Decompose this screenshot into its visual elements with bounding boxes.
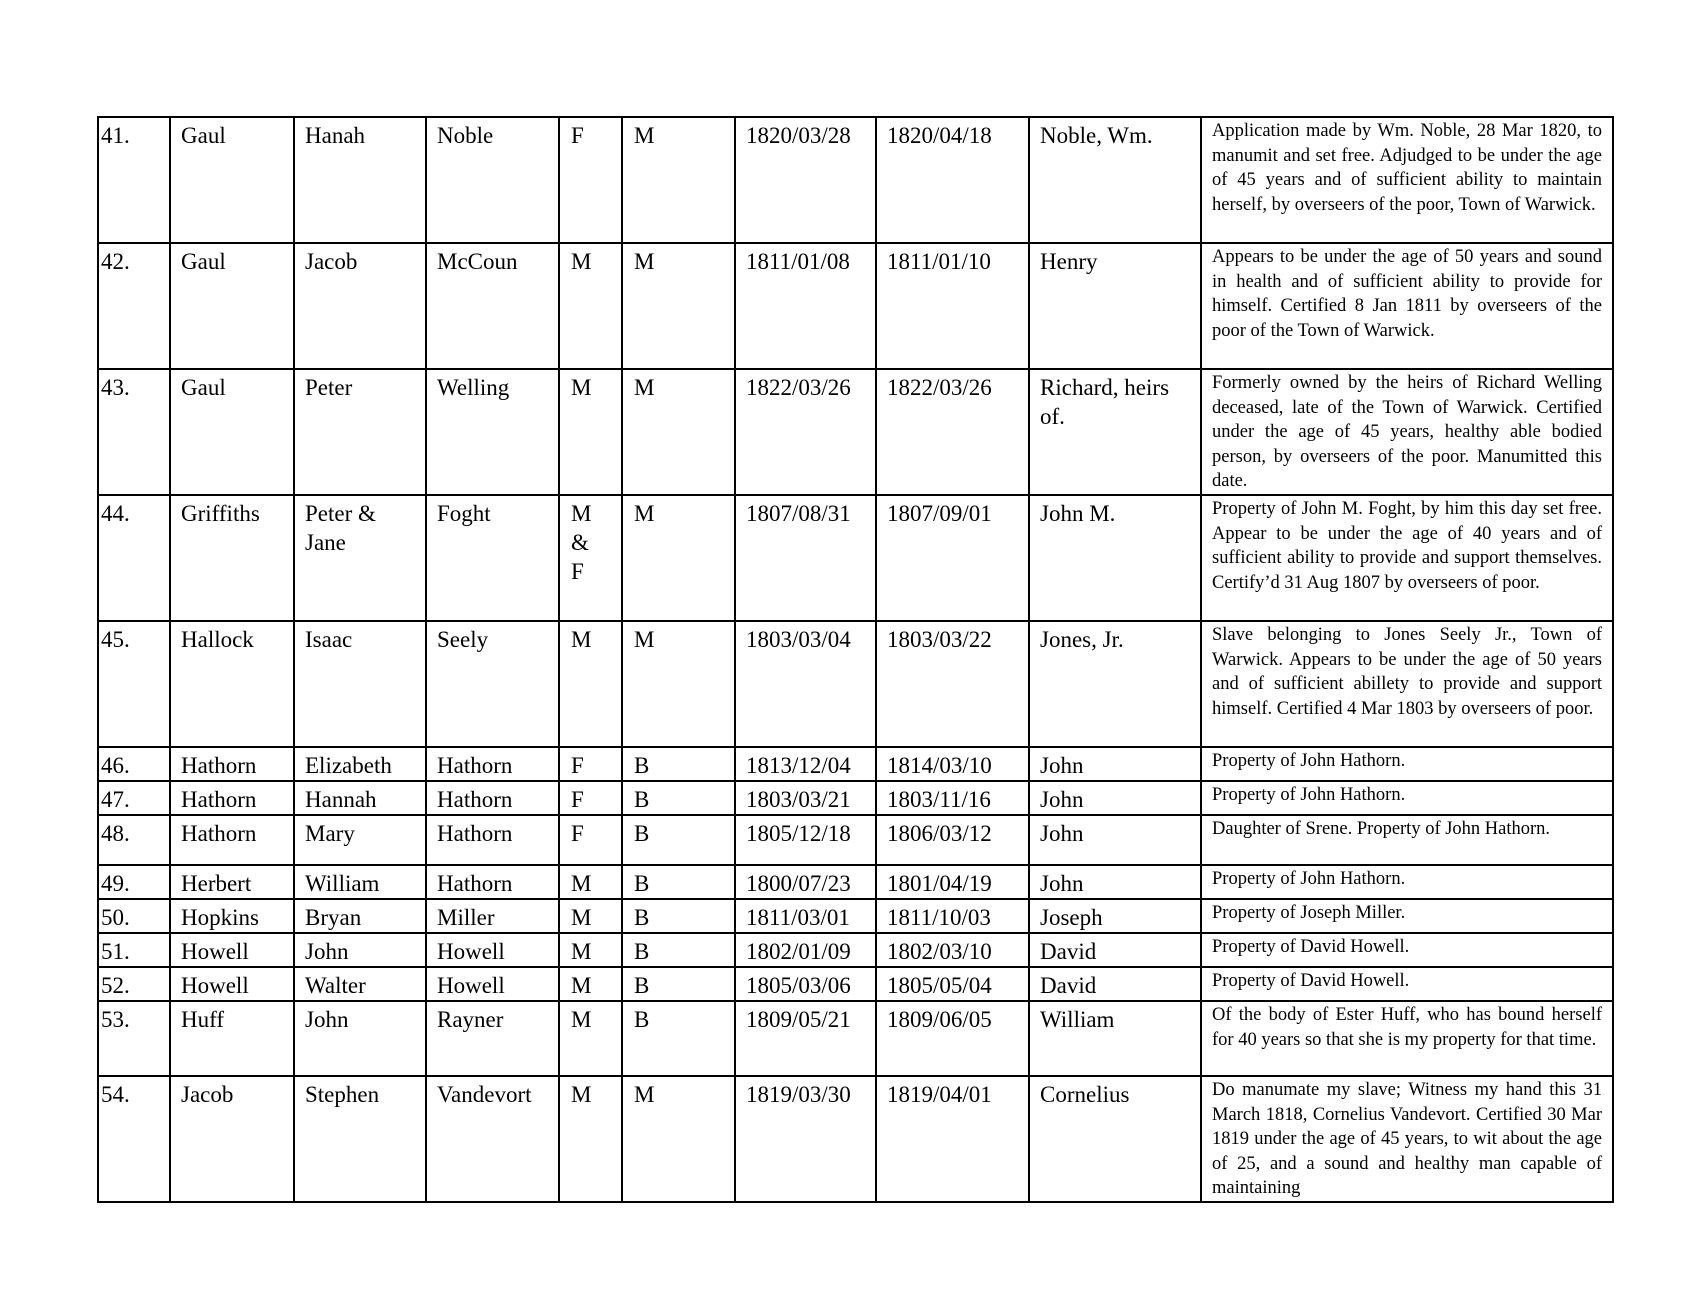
table-row	[98, 899, 1613, 933]
entry-number: 45.	[98, 621, 170, 747]
date-certified-cell: 1811/10/03	[876, 899, 1029, 933]
surname-cell: Gaul	[170, 117, 294, 243]
sex-cell: M	[559, 865, 622, 899]
notes-cell: Slave belonging to Jones Seely Jr., Town of Warwick. Appears to be under the age of 50 years and of sufficient abillety to provide and support himself. Certified 4 Mar 1803 by overseers of poor.	[1201, 621, 1613, 747]
given-name-cell: Mary	[294, 815, 426, 865]
surname-cell: Howell	[170, 933, 294, 967]
owner-cell: Howell	[426, 933, 559, 967]
sex-cell: M	[559, 621, 622, 747]
entry-number: 43.	[98, 369, 170, 495]
status-cell: M	[622, 369, 735, 495]
owner-given-name-cell: Richard, heirs of.	[1029, 369, 1201, 495]
date-certified-cell: 1806/03/12	[876, 815, 1029, 865]
notes-cell: Property of David Howell.	[1201, 933, 1613, 967]
sex-cell: F	[559, 781, 622, 815]
owner-cell: Hathorn	[426, 815, 559, 865]
surname-cell: Gaul	[170, 243, 294, 369]
owner-cell: McCoun	[426, 243, 559, 369]
table-row	[98, 933, 1613, 967]
surname-cell: Herbert	[170, 865, 294, 899]
owner-given-name-cell: William	[1029, 1001, 1201, 1076]
status-cell: B	[622, 933, 735, 967]
status-cell: B	[622, 781, 735, 815]
surname-cell: Hathorn	[170, 781, 294, 815]
owner-given-name-cell: Jones, Jr.	[1029, 621, 1201, 747]
owner-cell: Hathorn	[426, 781, 559, 815]
table-row	[98, 243, 1613, 369]
given-name-cell: John	[294, 1001, 426, 1076]
notes-cell: Formerly owned by the heirs of Richard Welling deceased, late of the Town of Warwick. Certified under the age of 45 years, healthy able bodied person, by overseers of the poor. Manumitted this date.	[1201, 369, 1613, 495]
date-manumitted-cell: 1813/12/04	[735, 747, 876, 781]
entry-number: 49.	[98, 865, 170, 899]
owner-cell: Hathorn	[426, 747, 559, 781]
surname-cell: Jacob	[170, 1076, 294, 1202]
date-manumitted-cell: 1822/03/26	[735, 369, 876, 495]
date-manumitted-cell: 1803/03/04	[735, 621, 876, 747]
date-certified-cell: 1807/09/01	[876, 495, 1029, 621]
owner-cell: Vandevort	[426, 1076, 559, 1202]
status-cell: M	[622, 495, 735, 621]
status-cell: B	[622, 747, 735, 781]
owner-given-name-cell: David	[1029, 933, 1201, 967]
date-certified-cell: 1819/04/01	[876, 1076, 1029, 1202]
date-manumitted-cell: 1811/03/01	[735, 899, 876, 933]
owner-cell: Welling	[426, 369, 559, 495]
owner-given-name-cell: Noble, Wm.	[1029, 117, 1201, 243]
date-manumitted-cell: 1811/01/08	[735, 243, 876, 369]
given-name-cell: John	[294, 933, 426, 967]
sex-cell: M	[559, 1076, 622, 1202]
sex-cell: M	[559, 933, 622, 967]
notes-cell: Property of John Hathorn.	[1201, 747, 1613, 781]
given-name-cell: Walter	[294, 967, 426, 1001]
owner-given-name-cell: David	[1029, 967, 1201, 1001]
table-row	[98, 865, 1613, 899]
given-name-cell: Bryan	[294, 899, 426, 933]
entry-number: 54.	[98, 1076, 170, 1202]
status-cell: M	[622, 243, 735, 369]
surname-cell: Howell	[170, 967, 294, 1001]
notes-cell: Property of John Hathorn.	[1201, 865, 1613, 899]
date-manumitted-cell: 1807/08/31	[735, 495, 876, 621]
owner-given-name-cell: John	[1029, 781, 1201, 815]
date-manumitted-cell: 1803/03/21	[735, 781, 876, 815]
entry-number: 48.	[98, 815, 170, 865]
date-manumitted-cell: 1805/03/06	[735, 967, 876, 1001]
notes-cell: Property of John M. Foght, by him this day set free. Appear to be under the age of 40 years and of sufficient ability to provide and support themselves. Certify’d 31 Aug 1807 by overseers of poor.	[1201, 495, 1613, 621]
owner-given-name-cell: Joseph	[1029, 899, 1201, 933]
entry-number: 53.	[98, 1001, 170, 1076]
owner-cell: Seely	[426, 621, 559, 747]
sex-cell: M	[559, 967, 622, 1001]
given-name-cell: Peter	[294, 369, 426, 495]
date-manumitted-cell: 1820/03/28	[735, 117, 876, 243]
owner-cell: Noble	[426, 117, 559, 243]
owner-given-name-cell: John	[1029, 865, 1201, 899]
date-certified-cell: 1803/11/16	[876, 781, 1029, 815]
entry-number: 46.	[98, 747, 170, 781]
notes-cell: Property of John Hathorn.	[1201, 781, 1613, 815]
date-manumitted-cell: 1819/03/30	[735, 1076, 876, 1202]
table-row	[98, 781, 1613, 815]
status-cell: B	[622, 865, 735, 899]
owner-given-name-cell: John M.	[1029, 495, 1201, 621]
sex-cell: M & F	[559, 495, 622, 621]
given-name-cell: Elizabeth	[294, 747, 426, 781]
surname-cell: Griffiths	[170, 495, 294, 621]
given-name-cell: William	[294, 865, 426, 899]
status-cell: M	[622, 117, 735, 243]
entry-number: 52.	[98, 967, 170, 1001]
date-certified-cell: 1809/06/05	[876, 1001, 1029, 1076]
sex-cell: F	[559, 117, 622, 243]
given-name-cell: Hannah	[294, 781, 426, 815]
table-row	[98, 495, 1613, 621]
surname-cell: Hathorn	[170, 815, 294, 865]
sex-cell: M	[559, 243, 622, 369]
status-cell: M	[622, 1076, 735, 1202]
surname-cell: Huff	[170, 1001, 294, 1076]
table-row	[98, 1076, 1613, 1202]
owner-given-name-cell: Henry	[1029, 243, 1201, 369]
given-name-cell: Jacob	[294, 243, 426, 369]
owner-cell: Rayner	[426, 1001, 559, 1076]
status-cell: B	[622, 815, 735, 865]
table-row	[98, 967, 1613, 1001]
owner-cell: Foght	[426, 495, 559, 621]
date-manumitted-cell: 1800/07/23	[735, 865, 876, 899]
status-cell: B	[622, 899, 735, 933]
given-name-cell: Isaac	[294, 621, 426, 747]
given-name-cell: Hanah	[294, 117, 426, 243]
sex-cell: M	[559, 899, 622, 933]
owner-cell: Hathorn	[426, 865, 559, 899]
status-cell: B	[622, 967, 735, 1001]
date-certified-cell: 1803/03/22	[876, 621, 1029, 747]
notes-cell: Do manumate my slave; Witness my hand this 31 March 1818, Cornelius Vandevort. Certified 30 Mar 1819 under the age of 45 years, to wit about the age of 25, and a sound and healthy man capable of maintaining	[1201, 1076, 1613, 1202]
table-row	[98, 815, 1613, 865]
date-certified-cell: 1805/05/04	[876, 967, 1029, 1001]
entry-number: 50.	[98, 899, 170, 933]
notes-cell: Property of David Howell.	[1201, 967, 1613, 1001]
owner-given-name-cell: John	[1029, 747, 1201, 781]
sex-cell: F	[559, 815, 622, 865]
notes-cell: Appears to be under the age of 50 years and sound in health and of sufficient ability to provide for himself. Certified 8 Jan 1811 by overseers of the poor of the Town of Warwick.	[1201, 243, 1613, 369]
date-certified-cell: 1822/03/26	[876, 369, 1029, 495]
date-certified-cell: 1814/03/10	[876, 747, 1029, 781]
sex-cell: M	[559, 1001, 622, 1076]
entry-number: 42.	[98, 243, 170, 369]
surname-cell: Hallock	[170, 621, 294, 747]
table-row	[98, 1001, 1613, 1076]
table-row	[98, 117, 1613, 243]
notes-cell: Property of Joseph Miller.	[1201, 899, 1613, 933]
entry-number: 41.	[98, 117, 170, 243]
notes-cell: Of the body of Ester Huff, who has bound herself for 40 years so that she is my property for that time.	[1201, 1001, 1613, 1076]
owner-given-name-cell: Cornelius	[1029, 1076, 1201, 1202]
date-certified-cell: 1802/03/10	[876, 933, 1029, 967]
entry-number: 44.	[98, 495, 170, 621]
date-manumitted-cell: 1805/12/18	[735, 815, 876, 865]
owner-cell: Miller	[426, 899, 559, 933]
sex-cell: M	[559, 369, 622, 495]
date-certified-cell: 1820/04/18	[876, 117, 1029, 243]
surname-cell: Hathorn	[170, 747, 294, 781]
table-row	[98, 621, 1613, 747]
date-certified-cell: 1801/04/19	[876, 865, 1029, 899]
status-cell: M	[622, 621, 735, 747]
given-name-cell: Stephen	[294, 1076, 426, 1202]
table-row	[98, 369, 1613, 495]
surname-cell: Hopkins	[170, 899, 294, 933]
owner-given-name-cell: John	[1029, 815, 1201, 865]
entry-number: 51.	[98, 933, 170, 967]
owner-cell: Howell	[426, 967, 559, 1001]
status-cell: B	[622, 1001, 735, 1076]
table-row	[98, 747, 1613, 781]
date-certified-cell: 1811/01/10	[876, 243, 1029, 369]
given-name-cell: Peter & Jane	[294, 495, 426, 621]
notes-cell: Application made by Wm. Noble, 28 Mar 1820, to manumit and set free. Adjudged to be under the age of 45 years and of sufficient ability to maintain herself, by overseers of the poor, Town of Warwick.	[1201, 117, 1613, 243]
surname-cell: Gaul	[170, 369, 294, 495]
manumission-register-table	[97, 116, 1614, 1203]
date-manumitted-cell: 1809/05/21	[735, 1001, 876, 1076]
date-manumitted-cell: 1802/01/09	[735, 933, 876, 967]
sex-cell: F	[559, 747, 622, 781]
notes-cell: Daughter of Srene. Property of John Hathorn.	[1201, 815, 1613, 865]
entry-number: 47.	[98, 781, 170, 815]
